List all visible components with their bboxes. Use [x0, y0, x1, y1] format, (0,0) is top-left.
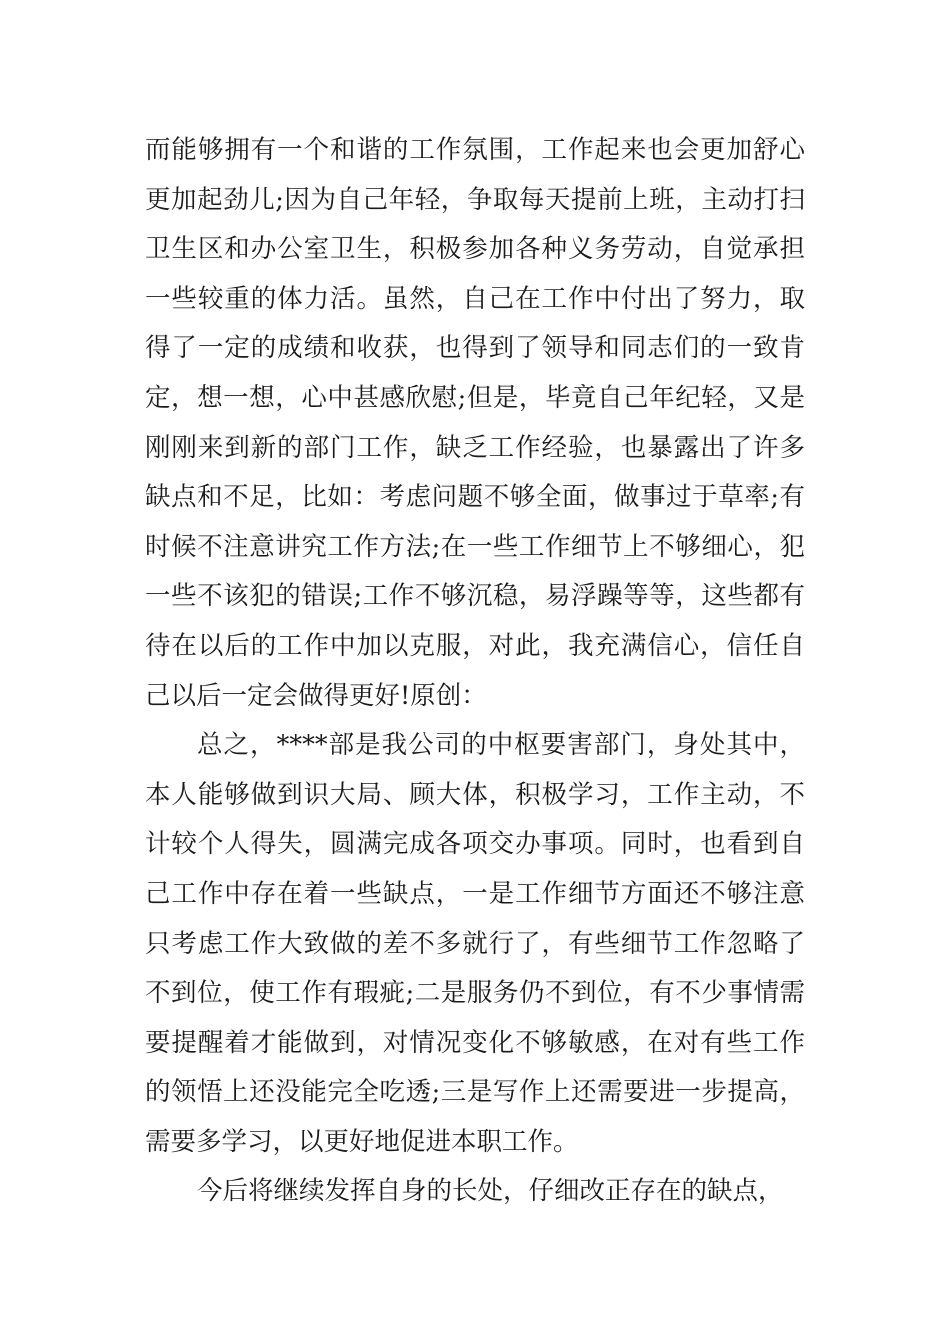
- text-line: 一些不该犯的错误;工作不够沉稳，易浮躁等等，这些都有: [145, 581, 805, 612]
- text-line: 卫生区和办公室卫生，积极参加各种义务劳动，自觉承担: [145, 234, 805, 265]
- text-line: 不到位，使工作有瑕疵;二是服务仍不到位，有不少事情需: [145, 978, 805, 1009]
- text-line: 总之，****部是我公司的中枢要害部门，身处其中，: [197, 730, 805, 761]
- paragraph: [145, 721, 805, 1167]
- text-line: 今后将继续发挥自身的长处，仔细改正存在的缺点，: [197, 1176, 784, 1207]
- document-body: [145, 126, 805, 1217]
- text-line: 本人能够做到识大局、顾大体，积极学习，工作主动，不: [145, 779, 805, 810]
- text-line: 缺点和不足，比如：考虑问题不够全面，做事过于草率;有: [145, 482, 805, 513]
- text-line: 要提醒着才能做到，对情况变化不够敏感，在对有些工作: [145, 1027, 805, 1058]
- text-line: 而能够拥有一个和谐的工作氛围，工作起来也会更加舒心: [145, 135, 805, 165]
- text-line: 得了一定的成绩和收获，也得到了领导和同志们的一致肯: [145, 333, 805, 364]
- paragraph: [145, 1167, 805, 1217]
- paragraph: [145, 126, 805, 721]
- text-line: 定，想一想，心中甚感欣慰;但是，毕竟自己年纪轻，又是: [145, 382, 805, 413]
- text-line: 待在以后的工作中加以克服，对此，我充满信心，信任自: [145, 630, 805, 661]
- text-line: 只考虑工作大致做的差不多就行了，有些细节工作忽略了: [145, 928, 805, 959]
- text-line: 需要多学习，以更好地促进本职工作。: [145, 1126, 579, 1157]
- text-line: 的领悟上还没能完全吃透;三是写作上还需要进一步提高，: [145, 1077, 805, 1108]
- text-line: 己工作中存在着一些缺点，一是工作细节方面还不够注意: [145, 878, 805, 909]
- text-line: 更加起劲儿;因为自己年轻，争取每天提前上班，主动打扫: [145, 184, 805, 215]
- text-line: 刚刚来到新的部门工作，缺乏工作经验，也暴露出了许多: [145, 432, 805, 463]
- text-line: 己以后一定会做得更好!原创：: [145, 680, 487, 711]
- text-line: 计较个人得失，圆满完成各项交办事项。同时，也看到自: [145, 829, 805, 860]
- text-line: 时候不注意讲究工作方法;在一些工作细节上不够细心，犯: [145, 531, 805, 562]
- text-line: 一些较重的体力活。虽然，自己在工作中付出了努力，取: [145, 283, 805, 314]
